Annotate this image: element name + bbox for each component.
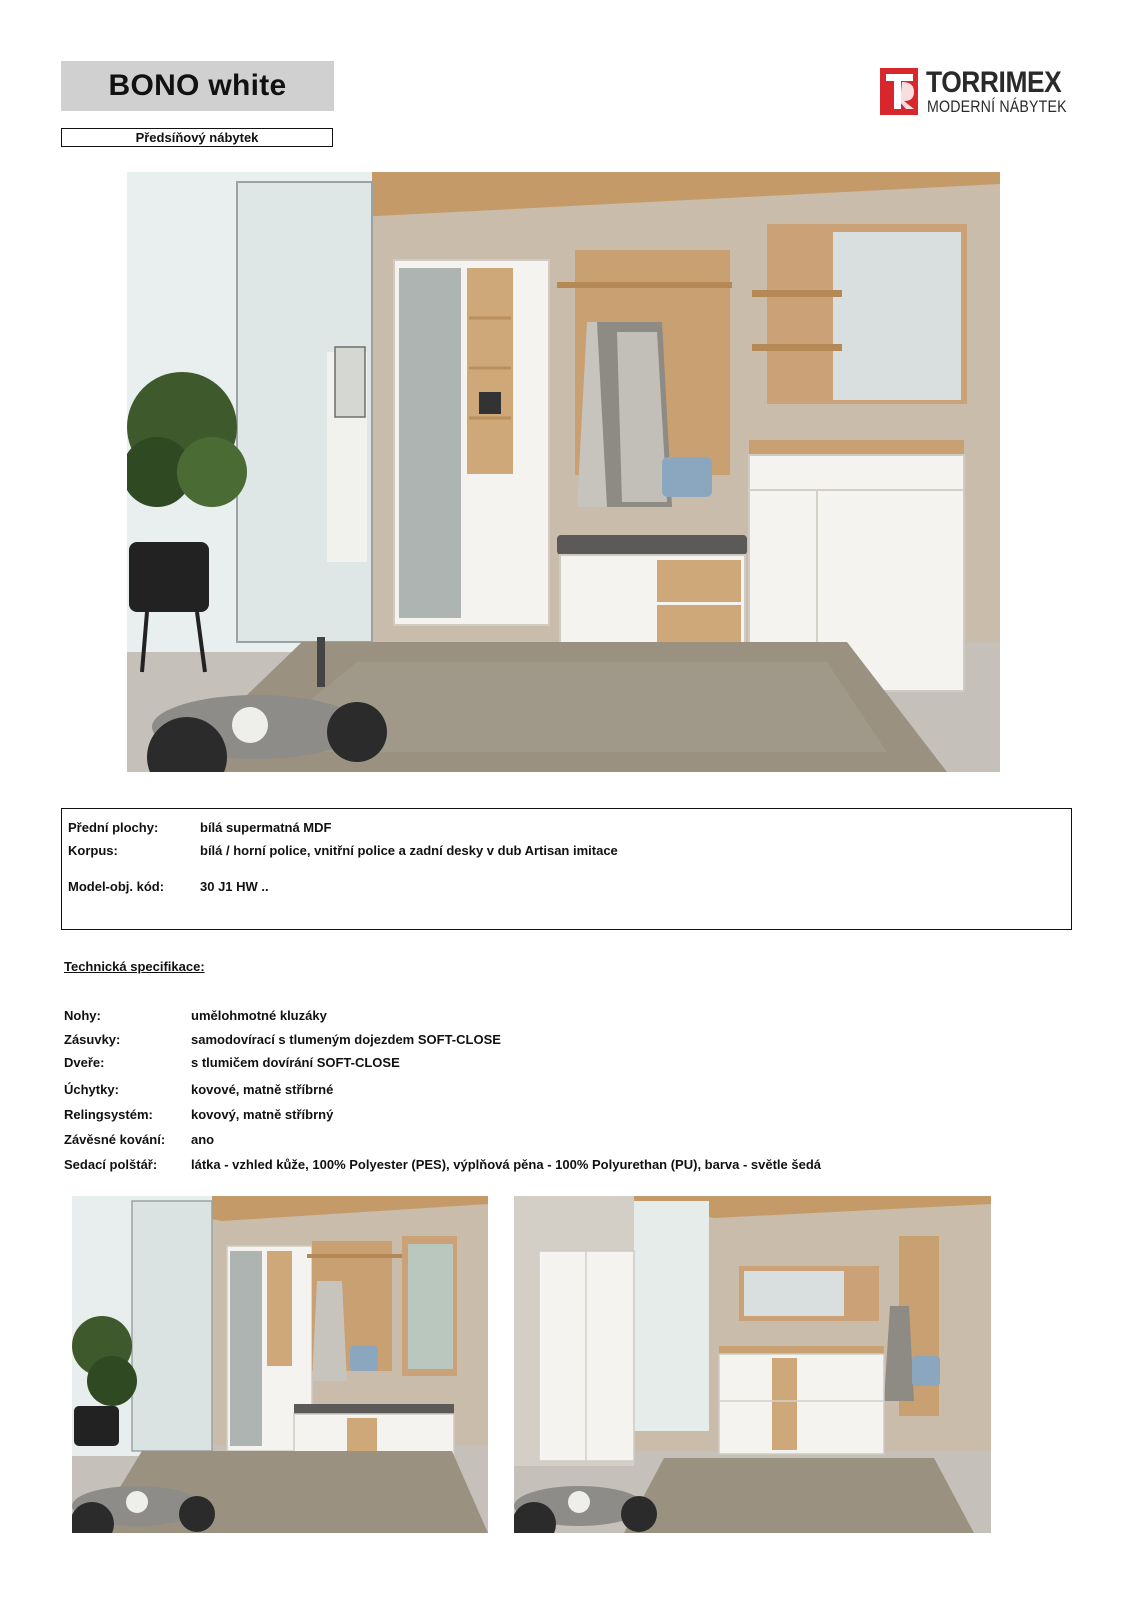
spec-value-front: bílá supermatná MDF xyxy=(200,820,332,835)
secondary-photo-right xyxy=(514,1196,991,1533)
tech-label-legs: Nohy: xyxy=(64,1008,101,1023)
torrimex-logo-icon xyxy=(880,68,918,115)
tech-label-doors: Dveře: xyxy=(64,1055,105,1070)
tech-value-handles: kovové, matně stříbrné xyxy=(191,1082,334,1097)
tech-value-cushion: látka - vzhled kůže, 100% Polyester (PES), výplňová pěna - 100% Polyurethan (PU), barva - světle šedá xyxy=(191,1157,822,1172)
spec-label-front: Přední plochy: xyxy=(68,820,159,835)
tech-value-hanging: ano xyxy=(191,1132,215,1147)
page-title: BONO white xyxy=(108,69,287,102)
tech-label-cushion: Sedací polštář: xyxy=(64,1157,158,1172)
title-box xyxy=(61,61,334,111)
material-spec-box xyxy=(61,808,1072,930)
spec-value-body: bílá / horní police, vnitřní police a zadní desky v dub Artisan imitace xyxy=(200,843,618,858)
brand-name: TORRIMEX xyxy=(926,66,1062,99)
tech-label-railing: Relingsystém: xyxy=(64,1107,153,1122)
secondary-photo-left xyxy=(72,1196,488,1533)
technical-spec-heading: Technická specifikace: xyxy=(64,959,205,974)
brand-tagline: MODERNÍ NÁBYTEK xyxy=(927,98,1067,116)
tech-label-drawers: Zásuvky: xyxy=(64,1032,121,1047)
spec-label-model: Model-obj. kód: xyxy=(68,879,165,894)
main-product-photo xyxy=(127,172,1000,772)
tech-value-railing: kovový, matně stříbrný xyxy=(191,1107,334,1122)
subtitle-box xyxy=(61,128,333,147)
spec-value-model: 30 J1 HW .. xyxy=(200,879,269,894)
tech-label-hanging: Závěsné kování: xyxy=(64,1132,166,1147)
spec-label-body: Korpus: xyxy=(68,843,118,858)
tech-label-handles: Úchytky: xyxy=(64,1082,119,1097)
tech-value-drawers: samodovírací s tlumeným dojezdem SOFT-CLOSE xyxy=(191,1032,501,1047)
brand-logo xyxy=(880,68,1070,118)
page-subtitle: Předsíňový nábytek xyxy=(135,130,259,145)
tech-value-legs: umělohmotné kluzáky xyxy=(191,1008,327,1023)
tech-value-doors: s tlumičem dovírání SOFT-CLOSE xyxy=(191,1055,400,1070)
